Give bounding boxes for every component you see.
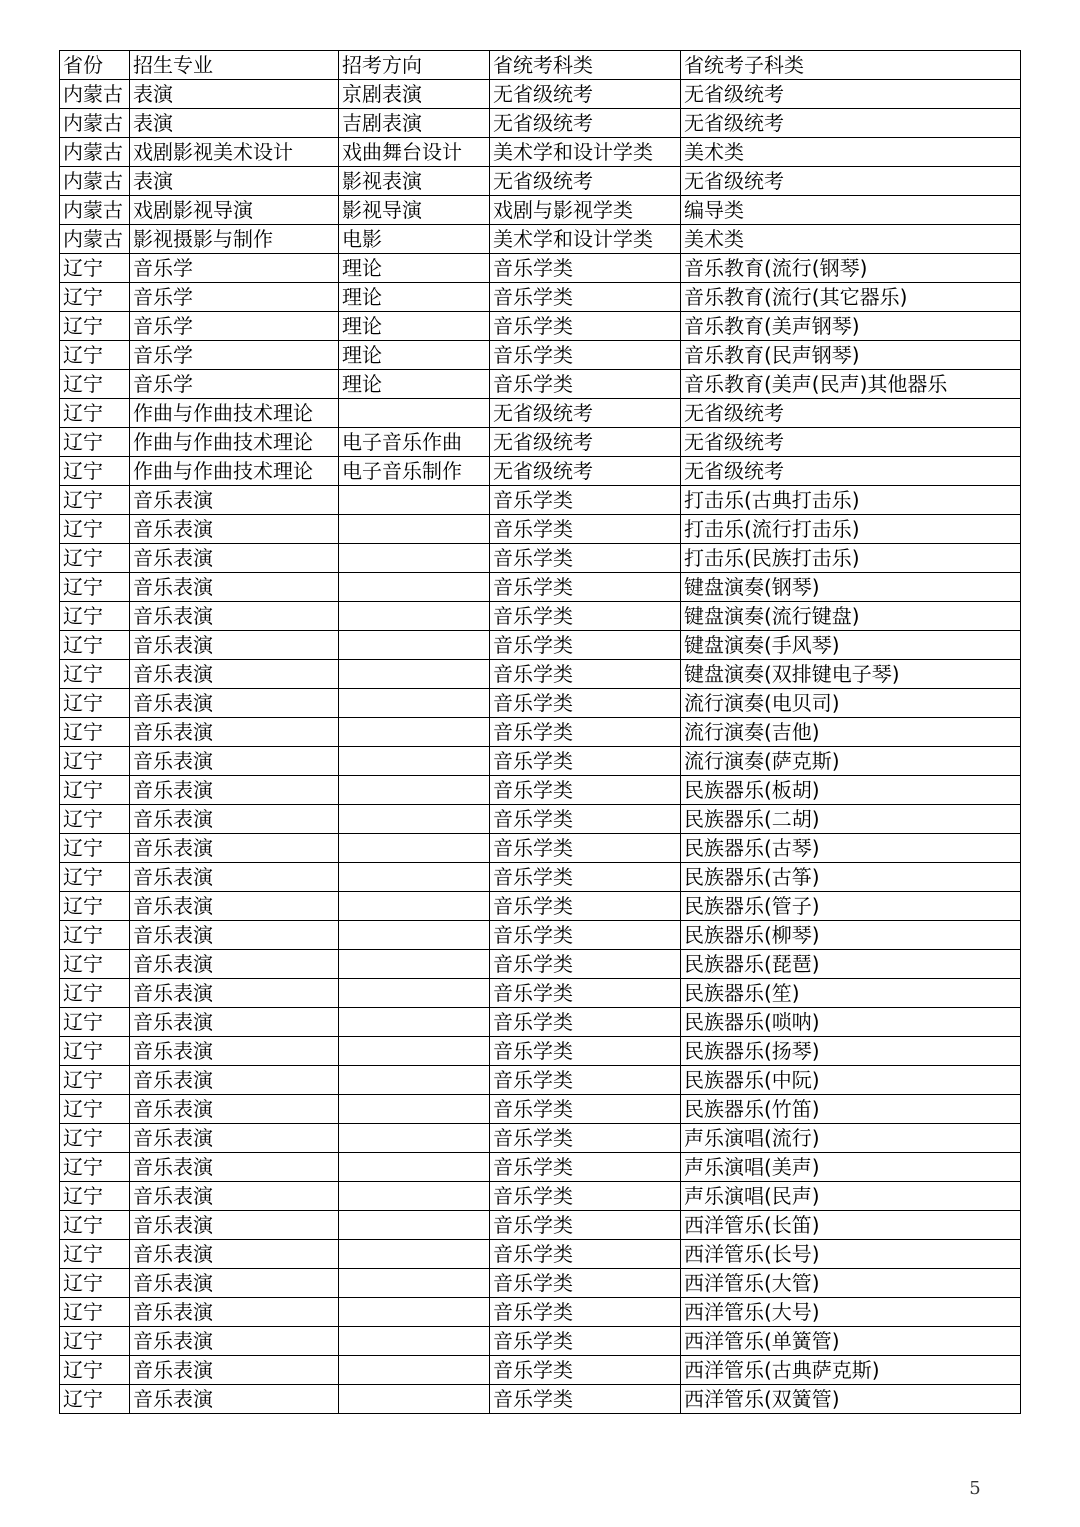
table-row bbox=[60, 312, 1021, 341]
cell-exam-subcategory: 民族器乐(柳琴) bbox=[681, 921, 1021, 950]
cell-exam-subcategory: 键盘演奏(流行键盘) bbox=[681, 602, 1021, 631]
cell-major: 表演 bbox=[130, 80, 339, 109]
cell-exam-category: 无省级统考 bbox=[490, 399, 681, 428]
cell-province: 辽宁 bbox=[60, 341, 130, 370]
cell-province: 辽宁 bbox=[60, 892, 130, 921]
cell-major: 音乐表演 bbox=[130, 1008, 339, 1037]
cell-exam-category: 无省级统考 bbox=[490, 167, 681, 196]
table-row bbox=[60, 573, 1021, 602]
cell-province: 内蒙古 bbox=[60, 196, 130, 225]
cell-direction bbox=[339, 602, 490, 631]
table-row bbox=[60, 1356, 1021, 1385]
cell-direction bbox=[339, 515, 490, 544]
cell-exam-subcategory: 民族器乐(板胡) bbox=[681, 776, 1021, 805]
cell-direction bbox=[339, 834, 490, 863]
cell-direction bbox=[339, 1269, 490, 1298]
cell-province: 辽宁 bbox=[60, 776, 130, 805]
table-row bbox=[60, 1008, 1021, 1037]
cell-exam-category: 音乐学类 bbox=[490, 1153, 681, 1182]
cell-exam-subcategory: 音乐教育(流行(其它器乐) bbox=[681, 283, 1021, 312]
cell-exam-subcategory: 民族器乐(唢呐) bbox=[681, 1008, 1021, 1037]
cell-direction bbox=[339, 1240, 490, 1269]
table-row bbox=[60, 428, 1021, 457]
cell-direction bbox=[339, 1153, 490, 1182]
cell-direction: 电子音乐作曲 bbox=[339, 428, 490, 457]
cell-exam-subcategory: 键盘演奏(钢琴) bbox=[681, 573, 1021, 602]
cell-direction bbox=[339, 1066, 490, 1095]
cell-exam-subcategory: 流行演奏(吉他) bbox=[681, 718, 1021, 747]
cell-direction: 理论 bbox=[339, 341, 490, 370]
cell-direction bbox=[339, 718, 490, 747]
cell-exam-subcategory: 键盘演奏(手风琴) bbox=[681, 631, 1021, 660]
cell-exam-category: 音乐学类 bbox=[490, 631, 681, 660]
cell-province: 内蒙古 bbox=[60, 167, 130, 196]
cell-exam-subcategory: 民族器乐(古琴) bbox=[681, 834, 1021, 863]
cell-exam-category: 音乐学类 bbox=[490, 341, 681, 370]
cell-province: 辽宁 bbox=[60, 1124, 130, 1153]
table-row bbox=[60, 1269, 1021, 1298]
cell-exam-category: 戏剧与影视学类 bbox=[490, 196, 681, 225]
table-row bbox=[60, 196, 1021, 225]
cell-direction bbox=[339, 1356, 490, 1385]
cell-direction bbox=[339, 805, 490, 834]
cell-direction: 电子音乐制作 bbox=[339, 457, 490, 486]
table-row bbox=[60, 1327, 1021, 1356]
cell-exam-subcategory: 西洋管乐(单簧管) bbox=[681, 1327, 1021, 1356]
cell-major: 音乐表演 bbox=[130, 1211, 339, 1240]
cell-exam-subcategory: 民族器乐(琵琶) bbox=[681, 950, 1021, 979]
cell-exam-subcategory: 声乐演唱(民声) bbox=[681, 1182, 1021, 1211]
cell-direction bbox=[339, 863, 490, 892]
cell-province: 辽宁 bbox=[60, 428, 130, 457]
header-cell-exam-category: 省统考科类 bbox=[490, 51, 681, 80]
cell-direction bbox=[339, 486, 490, 515]
cell-major: 音乐表演 bbox=[130, 689, 339, 718]
cell-province: 辽宁 bbox=[60, 834, 130, 863]
cell-province: 辽宁 bbox=[60, 921, 130, 950]
cell-major: 作曲与作曲技术理论 bbox=[130, 399, 339, 428]
cell-province: 辽宁 bbox=[60, 631, 130, 660]
cell-major: 音乐表演 bbox=[130, 921, 339, 950]
cell-province: 辽宁 bbox=[60, 370, 130, 399]
cell-province: 辽宁 bbox=[60, 1298, 130, 1327]
cell-direction bbox=[339, 1182, 490, 1211]
cell-major: 音乐表演 bbox=[130, 602, 339, 631]
cell-exam-category: 音乐学类 bbox=[490, 776, 681, 805]
cell-exam-category: 美术学和设计学类 bbox=[490, 225, 681, 254]
cell-direction: 京剧表演 bbox=[339, 80, 490, 109]
cell-exam-subcategory: 音乐教育(美声钢琴) bbox=[681, 312, 1021, 341]
cell-exam-category: 音乐学类 bbox=[490, 573, 681, 602]
cell-major: 音乐表演 bbox=[130, 805, 339, 834]
cell-exam-subcategory: 民族器乐(竹笛) bbox=[681, 1095, 1021, 1124]
cell-exam-category: 音乐学类 bbox=[490, 283, 681, 312]
table-row bbox=[60, 254, 1021, 283]
cell-exam-subcategory: 西洋管乐(双簧管) bbox=[681, 1385, 1021, 1414]
cell-major: 音乐表演 bbox=[130, 979, 339, 1008]
cell-direction bbox=[339, 950, 490, 979]
cell-province: 辽宁 bbox=[60, 950, 130, 979]
table-row bbox=[60, 109, 1021, 138]
table-row bbox=[60, 979, 1021, 1008]
cell-province: 辽宁 bbox=[60, 1066, 130, 1095]
table-row bbox=[60, 544, 1021, 573]
cell-exam-category: 音乐学类 bbox=[490, 892, 681, 921]
cell-province: 辽宁 bbox=[60, 747, 130, 776]
cell-province: 辽宁 bbox=[60, 1182, 130, 1211]
cell-direction bbox=[339, 631, 490, 660]
cell-major: 音乐表演 bbox=[130, 544, 339, 573]
cell-province: 辽宁 bbox=[60, 312, 130, 341]
cell-direction bbox=[339, 660, 490, 689]
cell-exam-subcategory: 打击乐(流行打击乐) bbox=[681, 515, 1021, 544]
cell-exam-subcategory: 无省级统考 bbox=[681, 457, 1021, 486]
cell-exam-subcategory: 民族器乐(管子) bbox=[681, 892, 1021, 921]
cell-province: 辽宁 bbox=[60, 1008, 130, 1037]
table-row bbox=[60, 341, 1021, 370]
cell-exam-category: 无省级统考 bbox=[490, 80, 681, 109]
cell-direction bbox=[339, 1095, 490, 1124]
cell-province: 辽宁 bbox=[60, 399, 130, 428]
cell-exam-subcategory: 流行演奏(萨克斯) bbox=[681, 747, 1021, 776]
cell-direction bbox=[339, 1037, 490, 1066]
cell-exam-subcategory: 美术类 bbox=[681, 225, 1021, 254]
cell-exam-category: 音乐学类 bbox=[490, 1211, 681, 1240]
cell-major: 音乐表演 bbox=[130, 1037, 339, 1066]
cell-direction bbox=[339, 1385, 490, 1414]
cell-major: 音乐表演 bbox=[130, 834, 339, 863]
cell-province: 辽宁 bbox=[60, 718, 130, 747]
table-row bbox=[60, 776, 1021, 805]
cell-major: 音乐学 bbox=[130, 370, 339, 399]
cell-exam-category: 音乐学类 bbox=[490, 602, 681, 631]
cell-exam-category: 音乐学类 bbox=[490, 950, 681, 979]
table-row bbox=[60, 921, 1021, 950]
page-number: 5 bbox=[969, 1478, 981, 1499]
cell-exam-category: 音乐学类 bbox=[490, 660, 681, 689]
cell-exam-subcategory: 无省级统考 bbox=[681, 428, 1021, 457]
cell-major: 音乐表演 bbox=[130, 1385, 339, 1414]
cell-exam-category: 音乐学类 bbox=[490, 834, 681, 863]
cell-exam-subcategory: 键盘演奏(双排键电子琴) bbox=[681, 660, 1021, 689]
cell-major: 音乐表演 bbox=[130, 1182, 339, 1211]
cell-province: 辽宁 bbox=[60, 254, 130, 283]
table-row bbox=[60, 167, 1021, 196]
cell-exam-subcategory: 无省级统考 bbox=[681, 167, 1021, 196]
cell-direction: 影视导演 bbox=[339, 196, 490, 225]
cell-exam-subcategory: 民族器乐(扬琴) bbox=[681, 1037, 1021, 1066]
cell-province: 内蒙古 bbox=[60, 225, 130, 254]
table-row bbox=[60, 1095, 1021, 1124]
cell-major: 音乐表演 bbox=[130, 660, 339, 689]
cell-exam-category: 无省级统考 bbox=[490, 457, 681, 486]
cell-province: 辽宁 bbox=[60, 457, 130, 486]
cell-major: 音乐学 bbox=[130, 254, 339, 283]
cell-major: 音乐表演 bbox=[130, 1269, 339, 1298]
cell-major: 音乐表演 bbox=[130, 515, 339, 544]
table-row bbox=[60, 1385, 1021, 1414]
cell-direction bbox=[339, 1008, 490, 1037]
cell-province: 辽宁 bbox=[60, 573, 130, 602]
cell-province: 辽宁 bbox=[60, 515, 130, 544]
table-row bbox=[60, 515, 1021, 544]
cell-major: 音乐表演 bbox=[130, 950, 339, 979]
table-row bbox=[60, 689, 1021, 718]
cell-exam-category: 音乐学类 bbox=[490, 1269, 681, 1298]
cell-province: 辽宁 bbox=[60, 544, 130, 573]
cell-province: 辽宁 bbox=[60, 1385, 130, 1414]
cell-major: 音乐表演 bbox=[130, 1240, 339, 1269]
cell-direction bbox=[339, 1124, 490, 1153]
cell-direction: 理论 bbox=[339, 254, 490, 283]
cell-direction: 影视表演 bbox=[339, 167, 490, 196]
table-row bbox=[60, 283, 1021, 312]
cell-exam-subcategory: 音乐教育(流行(钢琴) bbox=[681, 254, 1021, 283]
cell-major: 音乐表演 bbox=[130, 718, 339, 747]
cell-exam-subcategory: 西洋管乐(大号) bbox=[681, 1298, 1021, 1327]
cell-major: 影视摄影与制作 bbox=[130, 225, 339, 254]
cell-province: 辽宁 bbox=[60, 805, 130, 834]
cell-exam-subcategory: 声乐演唱(流行) bbox=[681, 1124, 1021, 1153]
table-row bbox=[60, 834, 1021, 863]
cell-major: 音乐学 bbox=[130, 312, 339, 341]
header-cell-major: 招生专业 bbox=[130, 51, 339, 80]
cell-major: 戏剧影视导演 bbox=[130, 196, 339, 225]
cell-exam-subcategory: 民族器乐(古筝) bbox=[681, 863, 1021, 892]
cell-exam-subcategory: 声乐演唱(美声) bbox=[681, 1153, 1021, 1182]
cell-province: 内蒙古 bbox=[60, 138, 130, 167]
cell-province: 辽宁 bbox=[60, 602, 130, 631]
header-cell-province: 省份 bbox=[60, 51, 130, 80]
cell-exam-subcategory: 无省级统考 bbox=[681, 109, 1021, 138]
table-row bbox=[60, 399, 1021, 428]
table-row bbox=[60, 631, 1021, 660]
table-row bbox=[60, 1211, 1021, 1240]
cell-province: 辽宁 bbox=[60, 1153, 130, 1182]
cell-province: 辽宁 bbox=[60, 660, 130, 689]
table-row bbox=[60, 892, 1021, 921]
cell-major: 音乐表演 bbox=[130, 1066, 339, 1095]
cell-major: 音乐表演 bbox=[130, 1124, 339, 1153]
cell-major: 音乐表演 bbox=[130, 863, 339, 892]
cell-direction: 电影 bbox=[339, 225, 490, 254]
table-row bbox=[60, 950, 1021, 979]
cell-major: 音乐表演 bbox=[130, 631, 339, 660]
table-row bbox=[60, 1182, 1021, 1211]
cell-exam-subcategory: 西洋管乐(大管) bbox=[681, 1269, 1021, 1298]
cell-direction bbox=[339, 399, 490, 428]
cell-exam-subcategory: 无省级统考 bbox=[681, 399, 1021, 428]
cell-exam-category: 音乐学类 bbox=[490, 1124, 681, 1153]
cell-major: 作曲与作曲技术理论 bbox=[130, 457, 339, 486]
cell-major: 音乐表演 bbox=[130, 1095, 339, 1124]
cell-direction bbox=[339, 689, 490, 718]
cell-direction bbox=[339, 979, 490, 1008]
cell-major: 音乐表演 bbox=[130, 486, 339, 515]
table-row bbox=[60, 718, 1021, 747]
cell-major: 表演 bbox=[130, 167, 339, 196]
cell-exam-category: 音乐学类 bbox=[490, 486, 681, 515]
table-row bbox=[60, 1240, 1021, 1269]
cell-province: 内蒙古 bbox=[60, 109, 130, 138]
cell-exam-category: 音乐学类 bbox=[490, 1385, 681, 1414]
header-cell-exam-subcategory: 省统考子科类 bbox=[681, 51, 1021, 80]
table-row bbox=[60, 486, 1021, 515]
cell-direction bbox=[339, 776, 490, 805]
table-row bbox=[60, 225, 1021, 254]
table-row bbox=[60, 805, 1021, 834]
table-row bbox=[60, 660, 1021, 689]
cell-major: 音乐表演 bbox=[130, 1327, 339, 1356]
cell-exam-subcategory: 音乐教育(美声(民声)其他器乐 bbox=[681, 370, 1021, 399]
cell-province: 辽宁 bbox=[60, 863, 130, 892]
cell-exam-category: 音乐学类 bbox=[490, 1008, 681, 1037]
cell-major: 音乐表演 bbox=[130, 892, 339, 921]
cell-province: 内蒙古 bbox=[60, 80, 130, 109]
cell-province: 辽宁 bbox=[60, 283, 130, 312]
cell-direction bbox=[339, 921, 490, 950]
cell-exam-subcategory: 流行演奏(电贝司) bbox=[681, 689, 1021, 718]
cell-province: 辽宁 bbox=[60, 1037, 130, 1066]
cell-major: 音乐表演 bbox=[130, 1356, 339, 1385]
cell-exam-category: 音乐学类 bbox=[490, 979, 681, 1008]
cell-province: 辽宁 bbox=[60, 1269, 130, 1298]
cell-province: 辽宁 bbox=[60, 486, 130, 515]
cell-exam-category: 音乐学类 bbox=[490, 1240, 681, 1269]
cell-province: 辽宁 bbox=[60, 1095, 130, 1124]
cell-direction: 理论 bbox=[339, 283, 490, 312]
cell-exam-category: 音乐学类 bbox=[490, 370, 681, 399]
cell-major: 音乐表演 bbox=[130, 776, 339, 805]
cell-exam-category: 音乐学类 bbox=[490, 747, 681, 776]
cell-exam-category: 音乐学类 bbox=[490, 689, 681, 718]
table-header-row bbox=[60, 51, 1021, 80]
cell-exam-subcategory: 西洋管乐(长号) bbox=[681, 1240, 1021, 1269]
table-row bbox=[60, 138, 1021, 167]
table-row bbox=[60, 1298, 1021, 1327]
cell-major: 戏剧影视美术设计 bbox=[130, 138, 339, 167]
table-row bbox=[60, 747, 1021, 776]
cell-exam-subcategory: 无省级统考 bbox=[681, 80, 1021, 109]
cell-exam-category: 音乐学类 bbox=[490, 921, 681, 950]
table-row bbox=[60, 1037, 1021, 1066]
cell-exam-category: 音乐学类 bbox=[490, 1095, 681, 1124]
cell-exam-category: 美术学和设计学类 bbox=[490, 138, 681, 167]
cell-exam-subcategory: 美术类 bbox=[681, 138, 1021, 167]
cell-exam-category: 音乐学类 bbox=[490, 254, 681, 283]
cell-exam-category: 音乐学类 bbox=[490, 312, 681, 341]
cell-exam-category: 音乐学类 bbox=[490, 515, 681, 544]
cell-exam-category: 音乐学类 bbox=[490, 544, 681, 573]
cell-exam-subcategory: 打击乐(古典打击乐) bbox=[681, 486, 1021, 515]
cell-direction bbox=[339, 747, 490, 776]
cell-exam-category: 音乐学类 bbox=[490, 863, 681, 892]
cell-exam-subcategory: 西洋管乐(长笛) bbox=[681, 1211, 1021, 1240]
cell-exam-subcategory: 民族器乐(笙) bbox=[681, 979, 1021, 1008]
cell-province: 辽宁 bbox=[60, 1327, 130, 1356]
table-row bbox=[60, 370, 1021, 399]
cell-province: 辽宁 bbox=[60, 1240, 130, 1269]
cell-exam-category: 音乐学类 bbox=[490, 1066, 681, 1095]
cell-direction bbox=[339, 892, 490, 921]
cell-exam-category: 音乐学类 bbox=[490, 1356, 681, 1385]
admissions-table bbox=[59, 50, 1021, 1414]
cell-exam-category: 音乐学类 bbox=[490, 1327, 681, 1356]
cell-exam-category: 音乐学类 bbox=[490, 718, 681, 747]
cell-exam-category: 音乐学类 bbox=[490, 1298, 681, 1327]
cell-direction bbox=[339, 573, 490, 602]
cell-direction: 吉剧表演 bbox=[339, 109, 490, 138]
cell-major: 表演 bbox=[130, 109, 339, 138]
table-row bbox=[60, 457, 1021, 486]
cell-province: 辽宁 bbox=[60, 1356, 130, 1385]
cell-direction: 戏曲舞台设计 bbox=[339, 138, 490, 167]
cell-province: 辽宁 bbox=[60, 1211, 130, 1240]
cell-exam-subcategory: 音乐教育(民声钢琴) bbox=[681, 341, 1021, 370]
cell-exam-subcategory: 民族器乐(二胡) bbox=[681, 805, 1021, 834]
cell-exam-category: 音乐学类 bbox=[490, 805, 681, 834]
cell-major: 音乐表演 bbox=[130, 1153, 339, 1182]
header-cell-direction: 招考方向 bbox=[339, 51, 490, 80]
cell-major: 作曲与作曲技术理论 bbox=[130, 428, 339, 457]
table-row bbox=[60, 80, 1021, 109]
cell-exam-category: 音乐学类 bbox=[490, 1037, 681, 1066]
cell-exam-category: 无省级统考 bbox=[490, 428, 681, 457]
table-row bbox=[60, 602, 1021, 631]
cell-major: 音乐表演 bbox=[130, 747, 339, 776]
table-row bbox=[60, 1153, 1021, 1182]
cell-province: 辽宁 bbox=[60, 979, 130, 1008]
cell-major: 音乐学 bbox=[130, 341, 339, 370]
cell-exam-subcategory: 西洋管乐(古典萨克斯) bbox=[681, 1356, 1021, 1385]
cell-direction bbox=[339, 1327, 490, 1356]
cell-direction: 理论 bbox=[339, 312, 490, 341]
cell-exam-subcategory: 打击乐(民族打击乐) bbox=[681, 544, 1021, 573]
cell-direction bbox=[339, 544, 490, 573]
cell-direction bbox=[339, 1298, 490, 1327]
cell-direction bbox=[339, 1211, 490, 1240]
cell-exam-category: 无省级统考 bbox=[490, 109, 681, 138]
table-row bbox=[60, 863, 1021, 892]
table-row bbox=[60, 1066, 1021, 1095]
table-row bbox=[60, 1124, 1021, 1153]
cell-province: 辽宁 bbox=[60, 689, 130, 718]
cell-direction: 理论 bbox=[339, 370, 490, 399]
cell-major: 音乐表演 bbox=[130, 573, 339, 602]
cell-exam-category: 音乐学类 bbox=[490, 1182, 681, 1211]
cell-major: 音乐表演 bbox=[130, 1298, 339, 1327]
cell-exam-subcategory: 民族器乐(中阮) bbox=[681, 1066, 1021, 1095]
cell-exam-subcategory: 编导类 bbox=[681, 196, 1021, 225]
cell-major: 音乐学 bbox=[130, 283, 339, 312]
table-body bbox=[60, 51, 1021, 1414]
